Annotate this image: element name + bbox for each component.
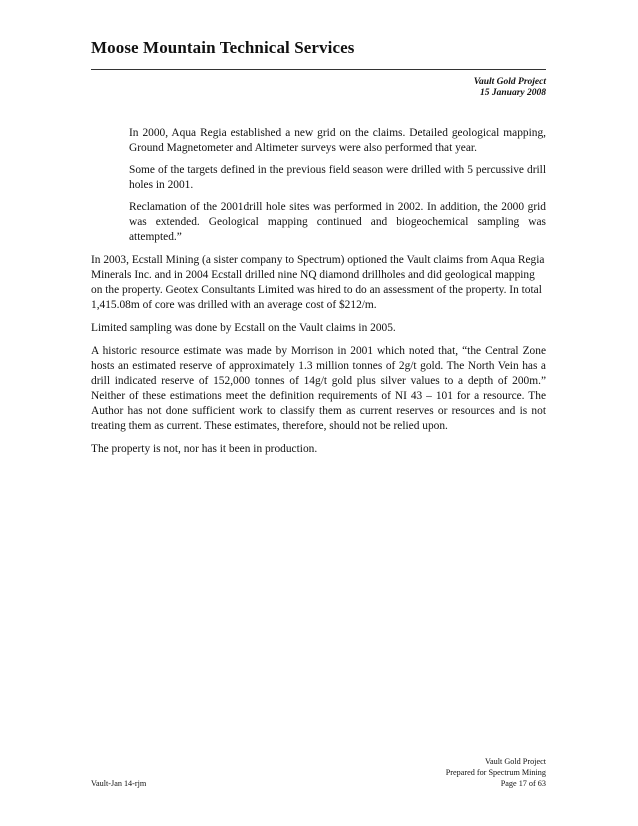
body-paragraph: In 2003, Ecstall Mining (a sister company to Spectrum) optioned the Vault claims from Aqua Regia Minerals Inc. and in 2004 Ecstall drilled nine NQ diamond drillholes and did geological mapping on the property. Geotex Consultants Limited was hired to do an assessment of the property. In total 1,415.08m of core was drilled with an average cost of $212/m. — [91, 254, 545, 311]
body-text — [91, 126, 546, 465]
footer-right — [446, 756, 546, 789]
project-header — [474, 77, 546, 99]
footer-page-number: Page 17 of 63 — [500, 779, 546, 788]
body-paragraph: Limited sampling was done by Ecstall on the Vault claims in 2005. — [91, 322, 396, 334]
company-name: Moose Mountain Technical Services — [91, 38, 355, 57]
header-rule — [91, 69, 546, 70]
body-paragraph: A historic resource estimate was made by Morrison in 2001 which noted that, “the Central Zone hosts an estimated reserve of approximately 1.3 million tonnes of 2g/t gold. The North Vein has a drill indicated reserve of 152,000 tonnes of 14g/t gold plus silver values to a depth of 200m.” Neither of these estimations meet the definition requirements of NI 43 – 101 for a resource. The Author has not done sufficient work to classify them as current reserves or resources and is not treating them as current. These estimates, therefore, should not be relied upon. — [91, 345, 546, 432]
footer-doc-id: Vault-Jan 14-rjm — [91, 779, 147, 788]
indented-quote — [91, 126, 546, 245]
header-date: 15 January 2008 — [480, 88, 546, 98]
quote-paragraph: In 2000, Aqua Regia established a new grid on the claims. Detailed geological mapping, Ground Magnetometer and Altimeter surveys were also performed that year. — [129, 127, 546, 154]
quote-paragraph: Some of the targets defined in the previous field season were drilled with 5 percussive drill holes in 2001. — [129, 164, 546, 191]
header-project-title: Vault Gold Project — [473, 77, 546, 87]
quote-paragraph: Reclamation of the 2001drill hole sites was performed in 2002. In addition, the 2000 grid was extended. Geological mapping continued and biogeochemical sampling was attempted.” — [129, 201, 546, 243]
footer-prepared-for: Prepared for Spectrum Mining — [445, 768, 546, 777]
footer-project-title: Vault Gold Project — [485, 757, 546, 766]
body-paragraph: The property is not, nor has it been in production. — [91, 443, 318, 455]
